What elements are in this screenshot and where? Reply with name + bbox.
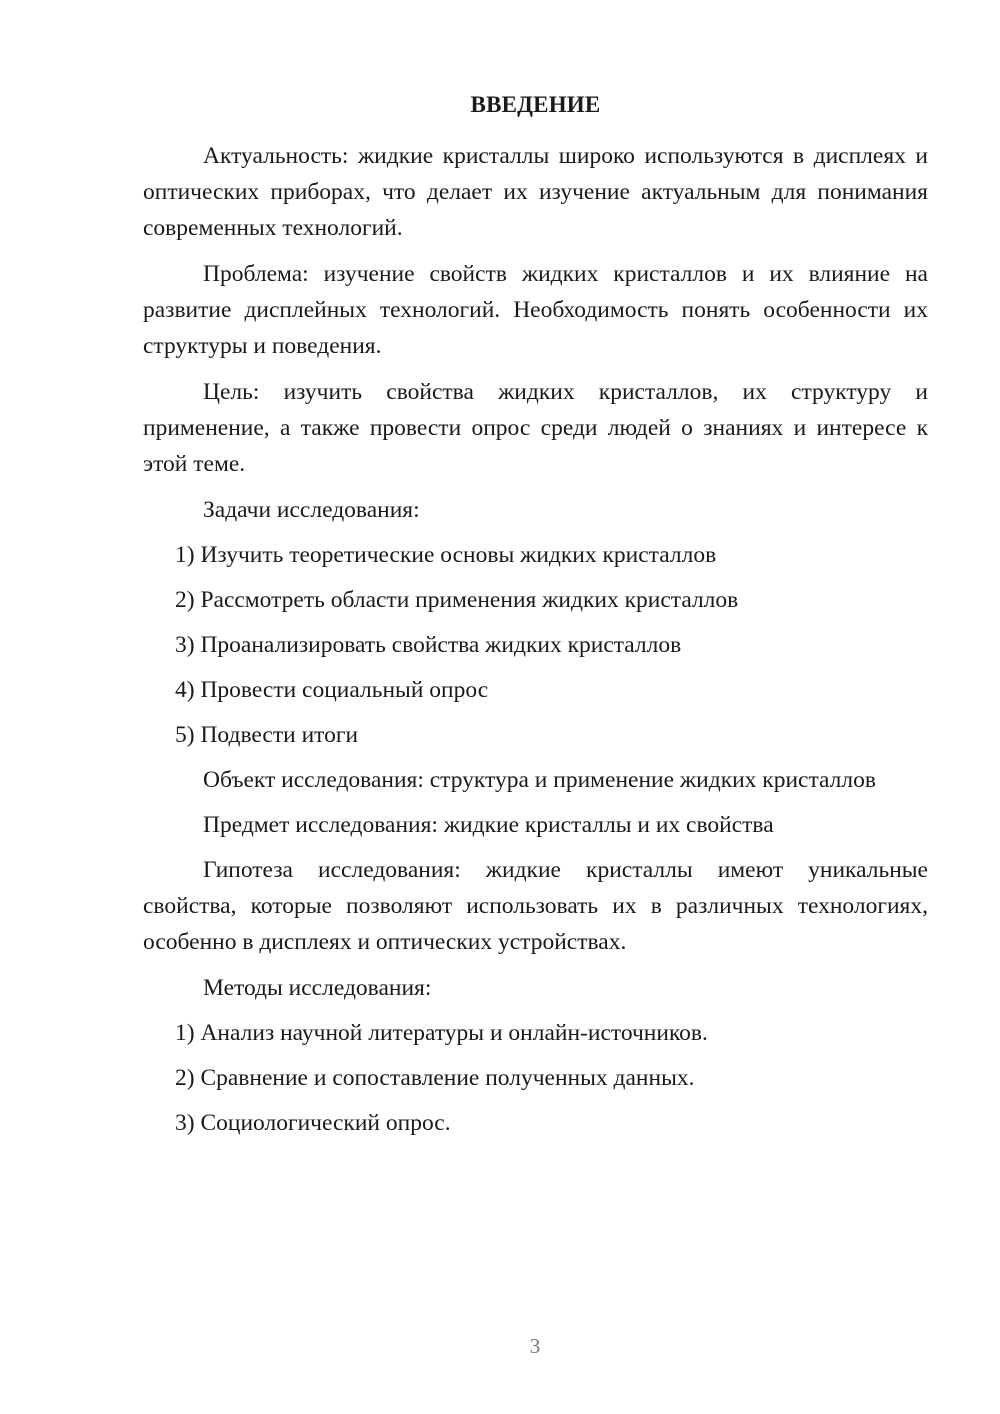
- list-item: 4) Провести социальный опрос: [175, 677, 489, 703]
- list-item: 2) Рассмотреть области применения жидких кристаллов: [175, 587, 739, 613]
- subject-line: Предмет исследования: жидкие кристаллы и их свойства: [203, 812, 774, 838]
- tasks-heading: Задачи исследования:: [203, 497, 420, 523]
- list-item: 3) Проанализировать свойства жидких кристаллов: [175, 632, 682, 658]
- hypothesis-paragraph: Гипотеза исследования: жидкие кристаллы имеют уникальные свойства, которые позволяют использовать их в различных технологиях, особенно в дисплеях и оптических устройствах.: [143, 857, 928, 955]
- relevance-paragraph: Актуальность: жидкие кристаллы широко используются в дисплеях и оптических приборах, что делает их изучение актуальным для понимания современных технологий.: [143, 143, 928, 241]
- problem-paragraph: Проблема: изучение свойств жидких кристаллов и их влияние на развитие дисплейных технологий. Необходимость понять особенности их структуры и поведения.: [143, 261, 928, 359]
- list-item: 2) Сравнение и сопоставление полученных данных.: [175, 1065, 695, 1091]
- object-line: Объект исследования: структура и применение жидких кристаллов: [203, 767, 876, 793]
- list-item: 3) Социологический опрос.: [175, 1110, 451, 1136]
- tasks-list: [143, 537, 928, 753]
- document-page: [143, 92, 928, 1150]
- list-item: 1) Анализ научной литературы и онлайн-источников.: [175, 1020, 708, 1046]
- goal-paragraph: Цель: изучить свойства жидких кристаллов, их структуру и применение, а также провести опрос среди людей о знаниях и интересе к этой теме.: [143, 379, 928, 477]
- methods-heading: Методы исследования:: [203, 975, 432, 1001]
- page-number: 3: [529, 1334, 541, 1358]
- list-item: 5) Подвести итоги: [175, 722, 359, 748]
- methods-list: [143, 1015, 928, 1141]
- page-title: ВВЕДЕНИЕ: [470, 92, 601, 117]
- list-item: 1) Изучить теоретические основы жидких кристаллов: [175, 542, 717, 568]
